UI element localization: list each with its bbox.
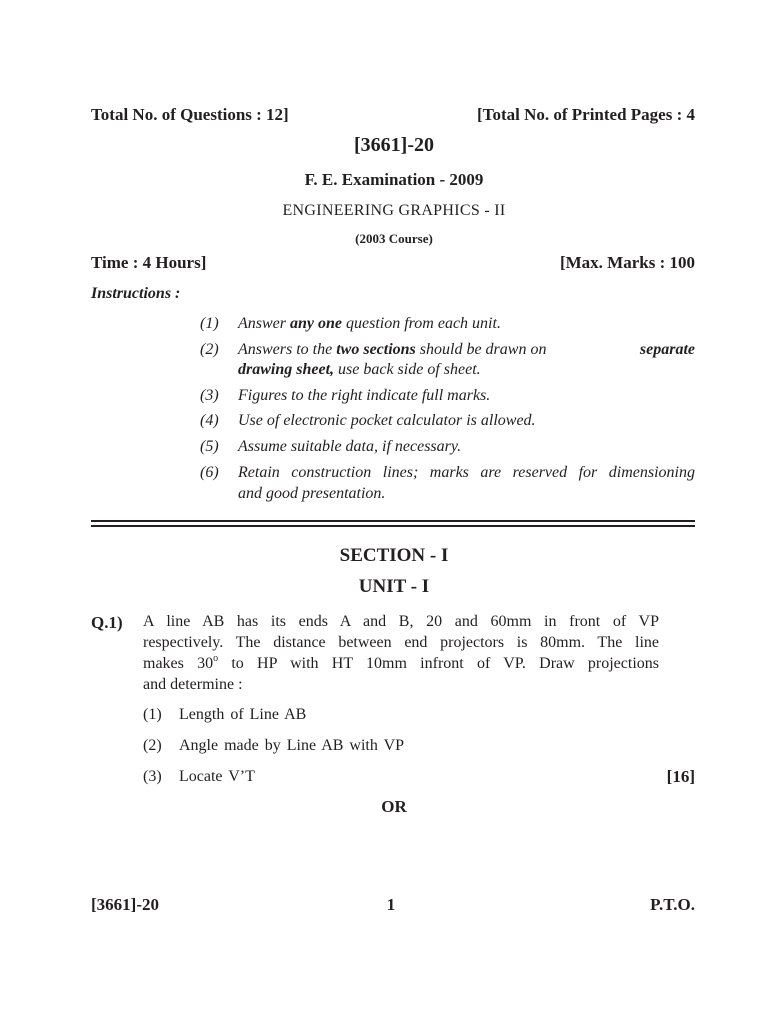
footer-paper-code: [3661]-20 [91,895,159,914]
part-text: Angle made by Line AB with VP [179,737,405,754]
or-separator: OR [381,797,407,816]
exam-title: F. E. Examination - 2009 [304,170,484,189]
instruction-number: (2) [200,341,219,358]
instruction-item: Answers to the two sections should be drawn on separate [238,341,695,358]
question-text-line: makes 30$^o$ to HP with HT 10mm infront of VP. Draw projections [143,653,660,672]
subject-title: ENGINEERING GRAPHICS - II [282,202,506,219]
divider-rule-bottom [91,525,695,527]
question-text-line: and determine : [143,676,243,693]
page-number: 1 [386,895,396,914]
divider-rule-top [91,520,695,522]
total-questions: Total No. of Questions : 12] [91,105,289,124]
instruction-item-continued: and good presentation. [238,485,386,502]
time-allowed: Time : 4 Hours] [91,253,207,272]
instruction-item: Assume suitable data, if necessary. [238,438,462,455]
instruction-number: (3) [200,387,219,404]
instruction-item: Use of electronic pocket calculator is allowed. [238,412,536,429]
part-number: (1) [143,706,162,723]
section-title: SECTION - I [339,545,449,566]
part-text: Locate V’T [179,768,255,785]
marks-label: [16] [666,767,695,786]
instruction-item: Answer any one question from each unit. [238,315,501,332]
part-number: (3) [143,768,162,785]
max-marks: [Max. Marks : 100 [559,253,695,272]
instructions-heading: Instructions : [91,285,181,302]
instruction-item: Figures to the right indicate full marks. [238,387,491,404]
question-label: Q.1) [91,613,123,632]
instruction-item-continued: drawing sheet, use back side of sheet. [238,361,481,378]
instruction-number: (5) [200,438,219,455]
question-text-line: respectively. The distance between end projectors is 80mm. The line [143,634,659,651]
course-label: (2003 Course) [355,231,433,246]
question-text-line: A line AB has its ends A and B, 20 and 60mm in front of VP [143,613,659,630]
instruction-number: (1) [200,315,219,332]
part-text: Length of Line AB [179,706,307,723]
unit-title: UNIT - I [358,576,430,597]
paper-code: [3661]-20 [354,134,434,156]
instruction-number: (4) [200,412,219,429]
instruction-number: (6) [200,464,219,481]
total-printed-pages: [Total No. of Printed Pages : 4 [477,105,695,124]
pto-label: P.T.O. [650,895,695,914]
part-number: (2) [143,737,162,754]
instruction-item: Retain construction lines; marks are reserved for dimensioning [238,464,695,481]
